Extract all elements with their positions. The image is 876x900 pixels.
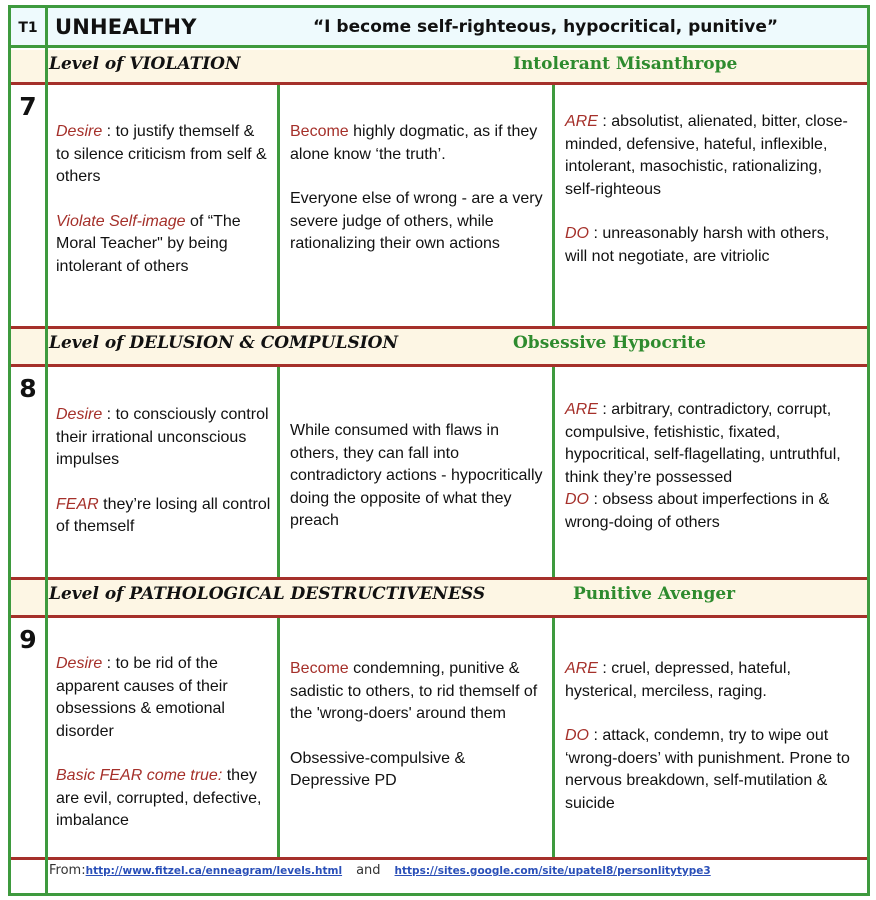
level-7-do: DO : unreasonably harsh with others, will not negotiate, are vitriolic [565, 225, 830, 265]
level-label-7: Level of VIOLATION [49, 54, 241, 74]
footer-prefix: From: [49, 863, 86, 878]
level-7-violate: Violate Self-image of “The Moral Teacher" by being intolerant of others [56, 212, 241, 275]
footer-joiner: and [356, 863, 381, 878]
column-divider [277, 85, 280, 326]
level-8-behavior-cell [282, 420, 554, 533]
level-9-become: Become condemning, punitive & sadistic to others, to rid themself of the 'wrong-doers' around them [290, 660, 538, 722]
enneagram-table [8, 5, 870, 896]
level-7-judgement: Everyone else of wrong - are a very severe judge of others, while rationalizing their own actions [290, 190, 543, 252]
level-9-basic-fear: Basic FEAR come true: they are evil, corrupted, defective, imbalance [56, 767, 262, 829]
level-name-7: Intolerant Misanthrope [513, 54, 738, 74]
level-9-traits-cell [557, 658, 863, 815]
level-label-8: Level of DELUSION & COMPULSION [49, 333, 399, 353]
level-7-are: ARE : absolutist, alienated, bitter, close-minded, defensive, hateful, inflexible, intolerant, masochistic, rationalizing, self-righteous [565, 113, 848, 198]
source-link-google-sites[interactable]: https://sites.google.com/site/upatel8/personlitytype3 [394, 865, 711, 877]
row-number-7: 7 [19, 92, 37, 121]
level-9-pd: Obsessive-compulsive & Depressive PD [290, 749, 466, 789]
level-8-traits-cell [557, 399, 863, 534]
level-8-motivation-cell [48, 404, 280, 539]
row-number-9: 9 [19, 625, 37, 654]
level-9-motivation-cell [48, 653, 280, 833]
title-quote: “I become self-righteous, hypocritical, punitive” [313, 17, 779, 37]
column-divider [552, 618, 555, 857]
type-code: T1 [18, 20, 38, 36]
level-8-are: ARE : arbitrary, contradictory, corrupt, compulsive, fetishistic, fixated, hypocritical, self-flagellating, untruthful, think they’re possessed [565, 401, 841, 486]
source-link-fitzel[interactable]: http://www.fitzel.ca/enneagram/levels.html [85, 865, 343, 877]
column-divider [552, 85, 555, 326]
level-9-desire: Desire : to be rid of the apparent causes of their obsessions & emotional disorder [56, 655, 228, 740]
row-number-8: 8 [19, 374, 37, 403]
level-9-are: ARE : cruel, depressed, hateful, hysterical, merciless, raging. [565, 660, 791, 700]
level-name-8: Obsessive Hypocrite [513, 333, 706, 353]
column-divider [277, 367, 280, 577]
level-8-desire: Desire : to consciously control their irrational unconscious impulses [56, 406, 269, 468]
level-8-do: DO : obsess about imperfections in & wrong-doing of others [565, 491, 830, 531]
footer-divider [11, 857, 867, 860]
column-divider [552, 367, 555, 577]
level-name-9: Punitive Avenger [573, 584, 736, 604]
level-7-motivation-cell [48, 121, 280, 278]
level-7-become: Become highly dogmatic, as if they alone know ‘the truth’. [290, 123, 538, 163]
number-column-divider [45, 8, 48, 893]
level-7-behavior-cell [282, 121, 554, 256]
level-7-traits-cell [557, 111, 863, 268]
level-7-desire: Desire : to justify themself & to silence criticism from self & others [56, 123, 267, 185]
level-8-fear: FEAR they’re losing all control of themself [56, 495, 271, 535]
level-8-hypocrisy: While consumed with flaws in others, they can fall into contradictory actions - hypocritically doing the opposite of what they preach [290, 422, 543, 529]
page-title: UNHEALTHY [55, 15, 197, 39]
column-divider [277, 618, 280, 857]
level-9-behavior-cell [282, 658, 554, 793]
source-footer [49, 863, 711, 878]
level-label-9: Level of PATHOLOGICAL DESTRUCTIVENESS [49, 584, 486, 604]
level-9-do: DO : attack, condemn, try to wipe out ‘wrong-doers’ with punishment. Prone to nervous breakdown, self-mutilation & suicide [565, 727, 850, 812]
